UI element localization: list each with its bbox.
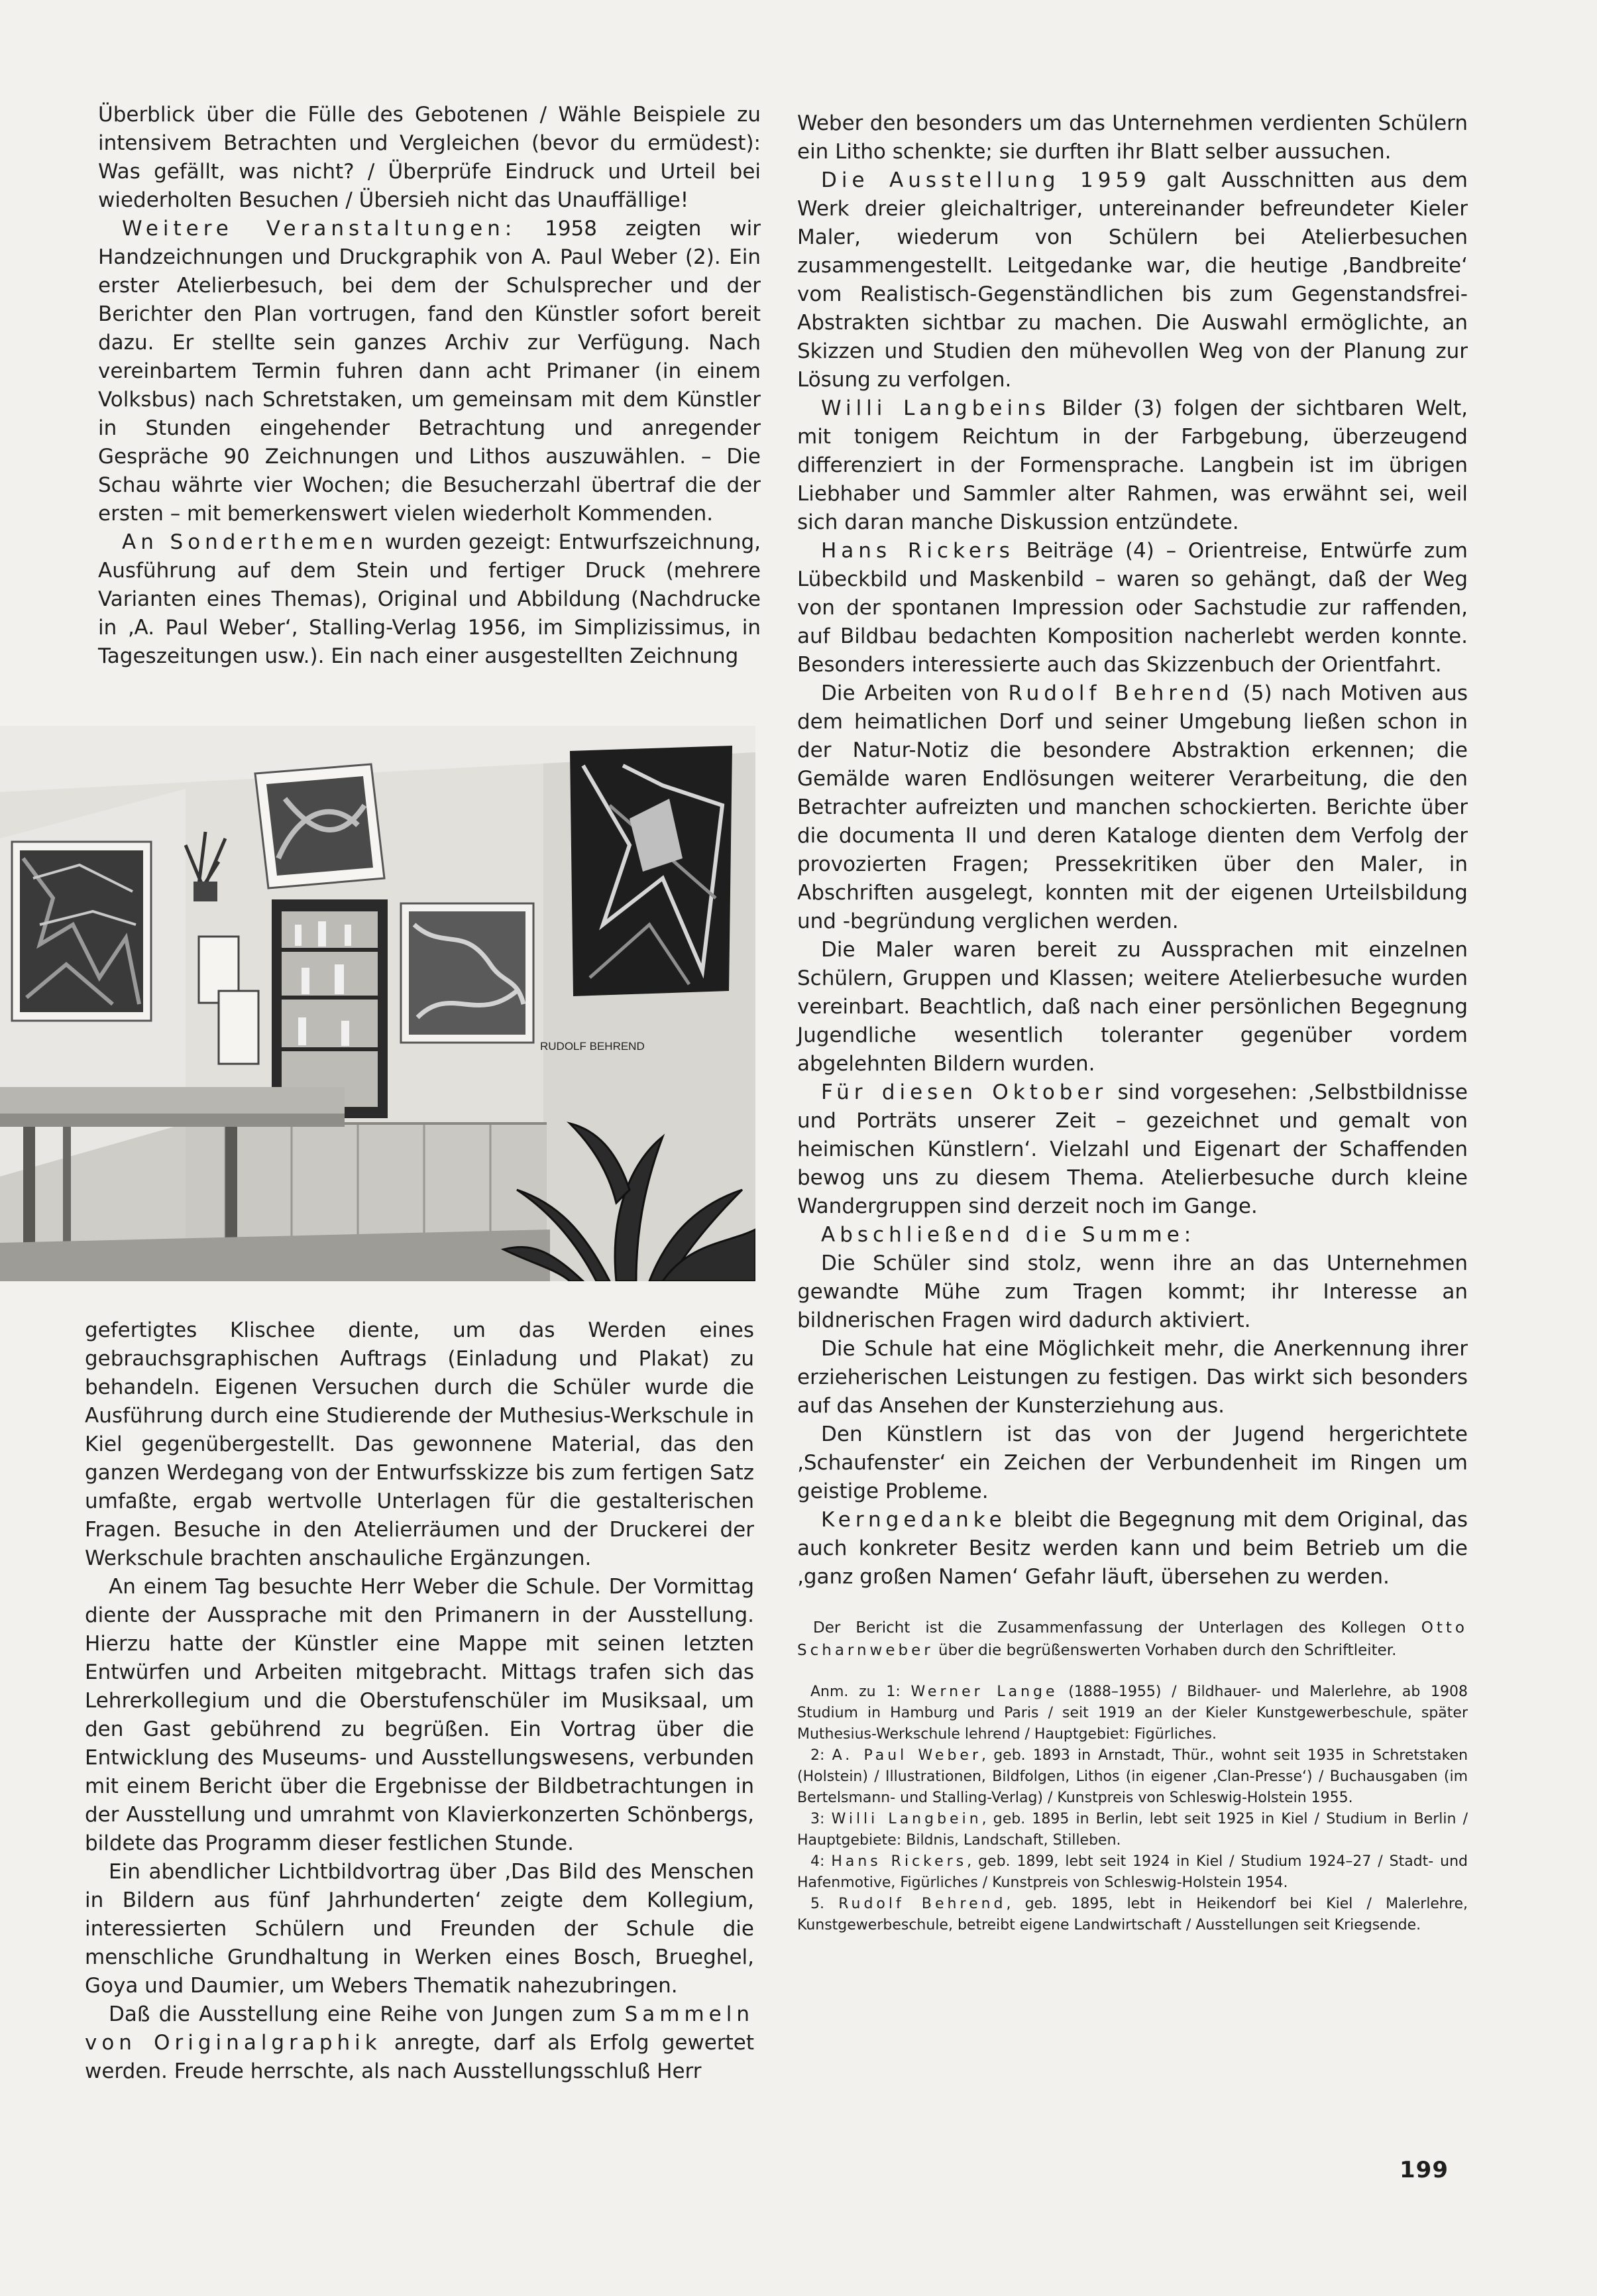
paragraph-sammeln <box>85 2000 754 2086</box>
paragraph-text: wurden gezeigt: Entwurfszeichnung, Ausführung auf dem Stein und fertiger Druck (mehrere Varianten eines Themas), Original und Abbildung (Nachdrucke in ‚A. Paul Weber‘, Stalling-Verlag 1956, im Simplizissimus, in Tageszeitungen usw.). Ein nach einer ausgestellten Zeichnung <box>98 530 761 668</box>
paragraph-text: Beiträge (4) – Orientreise, Entwürfe zum Lübeckbild und Maskenbild – waren so gehängt, daß der Weg von der spontanen Impression oder Sachstudie zur raffenden, auf Bildbau bedachten Komposition nacherlebt werden konnte. Besonders interessierte auch das Skizzenbuch der Orientfahrt. <box>797 539 1468 677</box>
paragraph-text: Ein abendlicher Lichtbildvortrag über ‚Das Bild des Menschen in Bildern aus fünf Jahrhunderten‘ zeigte dem Kollegium, interessierten Schülern und Freunden der Schule die menschliche Grundhaltung in Werken eines Bosch, Brueghel, Goya und Daumier, um Webers Thematik nahezubringen. <box>85 1860 754 1998</box>
paragraph-ausstellung-1959 <box>797 166 1468 394</box>
spaced-heading: Weitere Veranstaltungen: <box>122 217 517 241</box>
right-column <box>797 109 1468 1936</box>
footnote-prefix: 2: <box>810 1747 832 1764</box>
paragraph-text: bleibt die Begegnung mit dem Original, das auch konkreter Besitz werden kann und beim Betrieb um die ‚ganz großen Namen‘ Gefahr läuft, übersehen zu werden. <box>797 1508 1468 1589</box>
footnote-prefix: 4: <box>810 1853 832 1870</box>
paragraph-lichtbildvortrag <box>85 1858 754 2000</box>
paragraph-rickers <box>797 537 1468 679</box>
footnote-text: (1888–1955) / Bildhauer- und Malerlehre, ab 1908 Studium in Hamburg und Paris / seit 1919 an der Kieler Kunstgewerbeschule, später Muthesius-Werkschule lehrend / Hauptgebiet: Figürliches. <box>797 1684 1468 1743</box>
paragraph-kuenstler-schaufenster <box>797 1420 1468 1506</box>
footnotes <box>797 1682 1468 1936</box>
paragraph-text: (5) nach Motiven aus dem heimatlichen Dorf und seiner Umgebung ließen schon in der Natur-Notiz die besondere Abstraktion erkennen; die Gemälde waren Endlösungen weiterer Verarbeitung, die den Betrachter aufreizten und manchen schockierten. Berichte über die documenta II und deren Kataloge dienten dem Verfolg der provozierten Fragen; Pressekritiken über den Maler, in Abschriften ausgelegt, konnten mit der eigenen Urteilsbildung und -begründung verglichen werden. <box>797 681 1468 933</box>
footnote-2 <box>797 1745 1468 1809</box>
paragraph-oktober <box>797 1078 1468 1221</box>
spaced-heading: Kerngedanke <box>821 1508 1007 1532</box>
paragraph-litho-gift <box>797 109 1468 166</box>
footnote-prefix: Anm. zu 1: <box>810 1684 911 1700</box>
footnote-prefix: 5. <box>810 1896 839 1912</box>
footnote-5 <box>797 1894 1468 1936</box>
paragraph-behrend <box>797 679 1468 936</box>
note-text: Der Bericht ist die Zusammenfassung der Unterlagen des Kollegen <box>813 1619 1421 1636</box>
paragraph-text: Die Maler waren bereit zu Aussprachen mit einzelnen Schülern, Gruppen und Klassen; weitere Atelierbesuche wurden vereinbart. Beachtlich, daß nach einer persönlichen Begegnung Jugendliche wesentlich toleranter gegenüber vordem abgelehnten Bildern wurden. <box>797 938 1468 1076</box>
exhibition-photo <box>0 726 755 1281</box>
footnote-name: Willi Langbein <box>831 1811 982 1827</box>
exhibition-photo-drawing <box>0 726 755 1281</box>
paragraph-text: galt Ausschnitten aus dem Werk dreier gleichaltriger, untereinander befreundeter Kieler Maler, wiederum von Schülern bei Atelierbesuchen zusammengestellt. Leitgedanke war, die heutige ‚Bandbreite‘ vom Realistisch-Gegenständlichen bis zum Gegenstandsfrei-Abstrakten sichtbar zu machen. Die Auswahl ermöglichte, an Skizzen und Studien den mühevollen Weg von der Planung zur Lösung zu verfolgen. <box>797 168 1468 392</box>
paragraph-text: An einem Tag besuchte Herr Weber die Schule. Der Vormittag diente der Aussprache mit den Primanern in der Ausstellung. Hierzu hatte der Künstler eine Mappe mit seinen letzten Entwürfen und Arbeiten mitgebracht. Mittags trafen sich das Lehrerkollegium und die Oberstufenschüler im Musiksaal, um den Gast gebührend zu begrüßen. Ein Vortrag über die Entwicklung des Museums- und Ausstellungswesens, verbunden mit einem Bericht über die Ergebnisse der Bildbetrachtungen in der Ausstellung und umrahmt von Klavierkonzerten Schönbergs, bildete das Programm dieser festlichen Stunde. <box>85 1575 754 1855</box>
paragraph-text: Die Schüler sind stolz, wenn ihre an das Unternehmen gewandte Mühe zum Tragen kommt; ihr Interesse an bildnerischen Fragen wird dadurch aktiviert. <box>797 1251 1468 1332</box>
paragraph-text: 1958 zeigten wir Handzeichnungen und Druckgraphik von A. Paul Weber (2). Ein erster Atelierbesuch, bei dem der Schulsprecher und der Berichter den Plan vortrugen, fand den Künstler sofort bereit dazu. Er stellte sein ganzes Archiv zur Verfügung. Nach vereinbartem Termin fuhren dann acht Primaner (in einem Volksbus) nach Schretstaken, um gemeinsam mit dem Künstler in Stunden eingehender Betrachtung und anregender Gespräche 90 Zeichnungen und Lithos auszuwählen. – Die Schau währte vier Wochen; die Besucherzahl übertraf die der ersten – mit bemerkenswert vielen wiederholt Kommenden. <box>98 217 761 526</box>
paragraph-text: gefertigtes Klischee diente, um das Werden eines gebrauchsgraphischen Auftrags (Einladung und Plakat) zu behandeln. Eigenen Versuchen durch die Schüler wurde die Ausführung durch eine Studierende der Muthesius-Werkschule in Kiel gegenübergestellt. Das gewonnene Material, das den ganzen Werdegang von der Entwurfsskizze bis zum fertigen Satz umfaßte, ergab wertvolle Unterlagen für die gestalterischen Fragen. Besuche in den Atelierräumen und der Druckerei der Werkschule brachten anschauliche Ergänzungen. <box>85 1318 754 1570</box>
paragraph-text: Die Schule hat eine Möglichkeit mehr, die Anerkennung ihrer erzieherischen Leistungen zu festigen. Das wirkt sich besonders auf das Ansehen der Kunsterziehung aus. <box>797 1337 1468 1418</box>
paragraph-klischee <box>85 1316 754 1573</box>
note-text: über die begrüßenswerten Vorhaben durch den Schriftleiter. <box>933 1642 1397 1659</box>
footnote-name: Werner Lange <box>910 1684 1058 1700</box>
paragraph-langbein <box>797 394 1468 537</box>
paragraph-kerngedanke <box>797 1506 1468 1591</box>
paragraph-text: Bilder (3) folgen der sichtbaren Welt, mit tonigem Reichtum in der Farbgebung, überzeugend differenziert in der Formensprache. Langbein ist im übrigen Liebhaber und Sammler alter Rahmen, was erwähnt sei, weil sich daran manche Diskussion entzündete. <box>797 396 1468 534</box>
paragraph-text: anregte, darf als Erfolg gewertet werden. Freude herrschte, als nach Ausstellungsschluß Herr <box>85 2031 754 2083</box>
paragraph-sonderthemen <box>98 528 761 671</box>
paragraph-schueler-stolz <box>797 1249 1468 1335</box>
paragraph-weitere-veranstaltungen <box>98 215 761 528</box>
paragraph-text: Daß die Ausstellung eine Reihe von Jungen zum <box>109 2002 625 2026</box>
footnote-text: , geb. 1895, lebt in Heikendorf bei Kiel / Malerlehre, Kunstgewerbeschule, betreibt eigene Landwirtschaft / Ausstellungen seit Kriegsende. <box>797 1896 1468 1933</box>
paragraph-text: Überblick über die Fülle des Gebotenen / Wähle Beispiele zu intensivem Betrachten und Vergleichen (bevor du ermüdest): Was gefällt, was nicht? / Überprüfe Eindruck und Urteil bei wiederholten Besuchen / Übersieh nicht das Unauffällige! <box>98 103 761 212</box>
paragraph-text: Die Arbeiten von <box>821 681 1009 705</box>
editor-note <box>797 1617 1468 1662</box>
spaced-emphasis: Sammeln von Originalgraphik <box>85 2002 754 2055</box>
spaced-emphasis: Rudolf Behrend <box>1008 681 1234 705</box>
footnote-prefix: 3: <box>810 1811 832 1827</box>
footnote-1 <box>797 1682 1468 1745</box>
paragraph-weber-visit <box>85 1573 754 1858</box>
footnote-name: Hans Rickers <box>831 1853 967 1870</box>
paragraph-summe-heading <box>797 1221 1468 1249</box>
footnote-text: , geb. 1895 in Berlin, lebt seit 1925 in Kiel / Studium in Berlin / Hauptgebiete: Bildnis, Landschaft, Stilleben. <box>797 1811 1468 1849</box>
paragraph-aussprachen <box>797 936 1468 1078</box>
page-number: 199 <box>1400 2157 1449 2183</box>
paragraph-text: sind vorgesehen: ‚Selbstbildnisse und Porträts unserer Zeit – gezeichnet und gemalt von heimischen Künstlern‘. Vielzahl und Eigenart der Schaffenden bewog uns zu diesem Thema. Atelierbesuche durch kleine Wandergruppen sind derzeit noch im Gange. <box>797 1080 1468 1218</box>
footnote-3 <box>797 1809 1468 1851</box>
paragraph-text: Weber den besonders um das Unternehmen verdienten Schülern ein Litho schenkte; sie durften ihr Blatt selber aussuchen. <box>797 111 1468 164</box>
left-column-bottom <box>85 1316 754 2086</box>
spaced-heading: Die Ausstellung 1959 <box>821 168 1151 192</box>
note-spaced-name: Otto Scharnweber <box>797 1619 1468 1659</box>
spaced-heading: Hans Rickers <box>821 539 1015 563</box>
paragraph-overview-tips <box>98 101 761 215</box>
footnote-text: , geb. 1899, lebt seit 1924 in Kiel / Studium 1924–27 / Stadt- und Hafenmotive, Figürliches / Kunstpreis von Schleswig-Holstein 1954. <box>797 1853 1468 1891</box>
spaced-heading: Willi Langbeins <box>821 396 1050 420</box>
footnote-4 <box>797 1851 1468 1894</box>
photo-wall-label: RUDOLF BEHREND <box>540 1040 645 1053</box>
paragraph-schule-anerkennung <box>797 1335 1468 1420</box>
spaced-heading: Für diesen Oktober <box>821 1080 1108 1104</box>
left-column-top <box>98 101 761 671</box>
spaced-heading: Abschließend die Summe: <box>821 1223 1196 1247</box>
paragraph-text: Den Künstlern ist das von der Jugend hergerichtete ‚Schaufenster‘ ein Zeichen der Verbundenheit im Ringen um geistige Probleme. <box>797 1422 1468 1503</box>
spaced-heading: An Sonderthemen <box>122 530 378 554</box>
footnote-text: , geb. 1893 in Arnstadt, Thür., wohnt seit 1935 in Schretstaken (Holstein) / Illustrationen, Bildfolgen, Lithos (in eigener ‚Clan-Presse‘) / Buchausgaben (im Bertelsmann- und Stalling-Verlag) / Kunstpreis von Schleswig-Holstein 1955. <box>797 1747 1468 1806</box>
footnote-name: A. Paul Weber <box>832 1747 982 1764</box>
footnote-name: Rudolf Behrend <box>838 1896 1007 1912</box>
